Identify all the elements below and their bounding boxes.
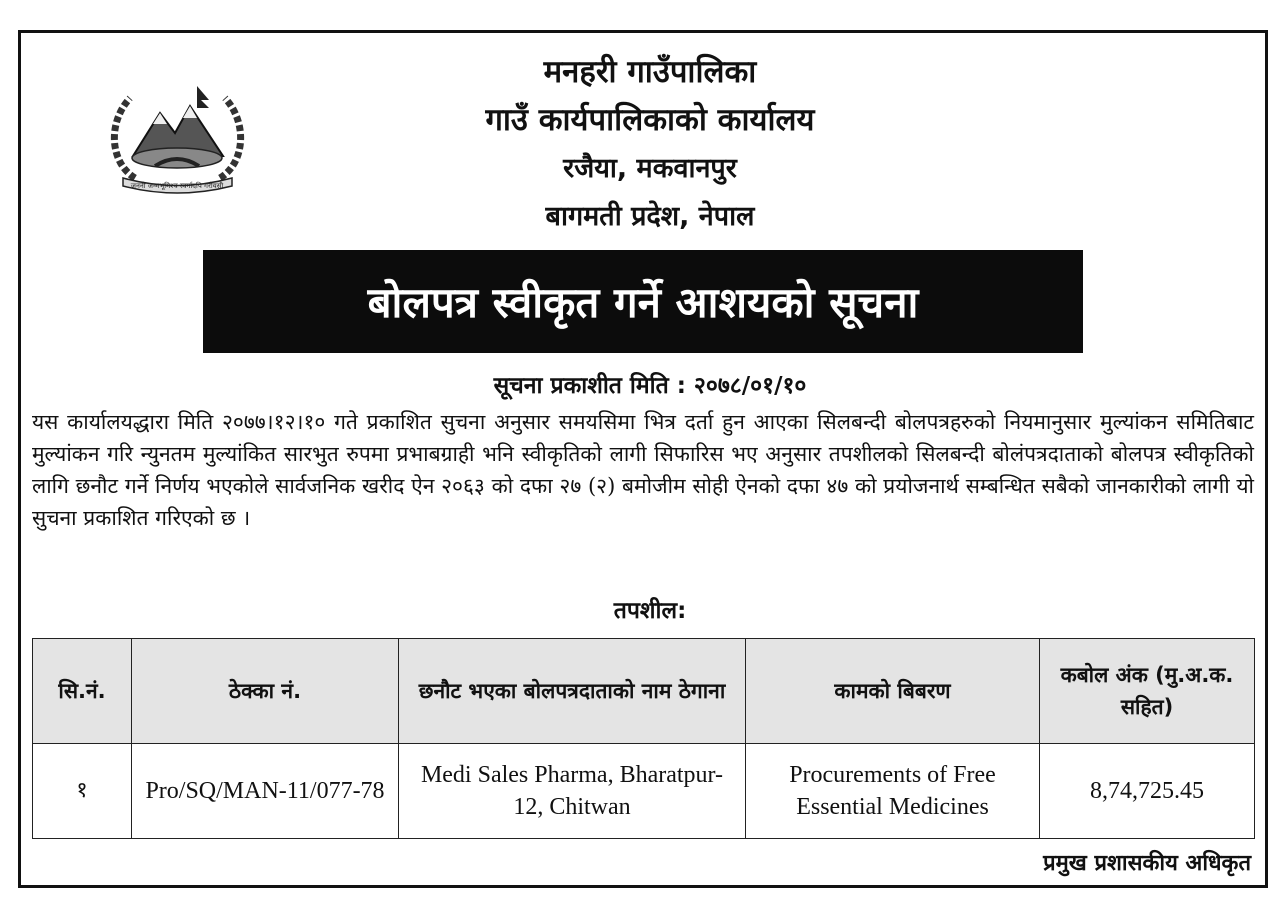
publication-date: सूचना प्रकाशीत मिति : २०७८/०१/१०	[493, 373, 807, 399]
cell-bid-amount: 8,74,725.45	[1040, 744, 1255, 839]
table-header-row	[33, 639, 1255, 744]
notice-title-banner	[203, 250, 1083, 353]
cell-work-description: Procurements of Free Essential Medicines	[746, 744, 1040, 839]
table-row	[33, 744, 1255, 839]
header-contract-number: ठेक्का नं.	[132, 639, 399, 744]
header-bid-amount: कबोल अंक (मु.अ.क. सहित)	[1040, 639, 1255, 744]
emblem-motto: जननी जन्मभूमिश्च स्वर्गादपि गरीयसी	[130, 182, 224, 190]
office-address: रजैया, मकवानपुर	[563, 153, 737, 184]
notice-title: बोलपत्र स्वीकृत गर्ने आशयको सूचना	[367, 278, 919, 327]
award-table	[32, 638, 1255, 839]
emblem-graphic	[105, 78, 250, 196]
cell-contract-number: Pro/SQ/MAN-11/077-78	[132, 744, 399, 839]
municipality-name: मनहरी गाउँपालिका	[543, 54, 757, 90]
notice-body: यस कार्यालयद्धारा मिति २०७७।१२।१० गते प्रकाशित सुचना अनुसार समयसिमा भित्र दर्ता हुन आएका सिलबन्दी बोलपत्रहरुको नियमानुसार मुल्यांकन समितिबाट मुल्यांकन गरि न्युनतम मुल्यांकित सारभुत रुपमा प्रभाबग्राही भनि स्वीकृतिको लागी सिफारिस भए अनुसार तपशीलको सिलबन्दी बोलंपत्रदाताको बोलपत्र स्वीकृतिको लागि छनौट गर्ने निर्णय भएकोले सार्वजनिक खरीद ऐन २०६३ को दफा २७ (२) बमोजीम सोही ऐनको दफा ४७ को प्रयोजनार्थ सम्बन्धित सबैको जानकारीको लागी यो सुचना प्रकाशित गरिएको छ ।	[32, 410, 1254, 530]
nepal-coat-of-arms-icon	[105, 78, 250, 196]
signatory-title: प्रमुख प्रशासकीय अधिकृत	[1043, 851, 1251, 876]
office-name: गाउँ कार्यपालिकाको कार्यालय	[485, 102, 815, 138]
province-country: बागमती प्रदेश, नेपाल	[545, 201, 755, 232]
header-serial-number: सि.नं.	[33, 639, 132, 744]
header-work-description: कामको बिबरण	[746, 639, 1040, 744]
schedule-title: तपशील:	[613, 598, 687, 624]
cell-serial-number: १	[33, 744, 132, 839]
cell-bidder: Medi Sales Pharma, Bharatpur-12, Chitwan	[399, 744, 746, 839]
header-bidder: छनौट भएका बोलपत्रदाताको नाम ठेगाना	[399, 639, 746, 744]
